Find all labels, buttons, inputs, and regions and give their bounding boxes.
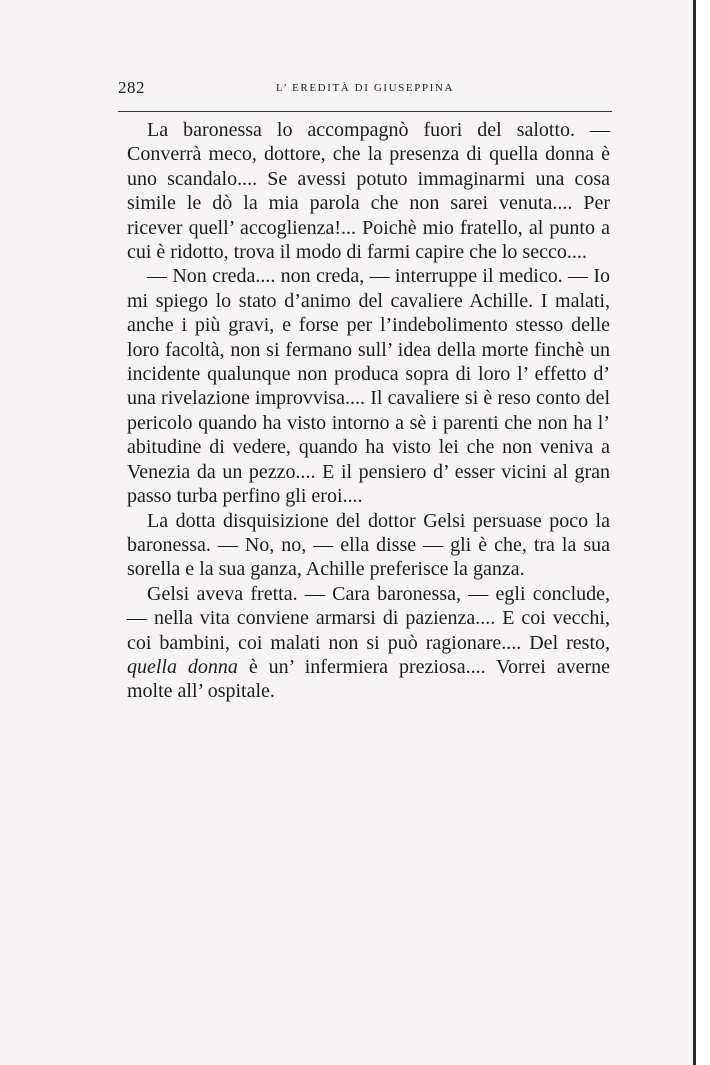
running-title: L’ EREDITÀ DI GIUSEPPINA bbox=[275, 82, 455, 94]
italic-phrase: quella donna bbox=[127, 655, 238, 678]
paragraph-4-before: Gelsi aveva fretta. — Cara baronessa, — egli conclude, — nella vita conviene armarsi di pazienza.... E coi vecchi, coi bambini, coi malati non si può ragionare.... Del resto, bbox=[127, 582, 610, 654]
paragraph-4-after: è un’ infermiera preziosa.... Vorrei averne molte all’ ospitale. bbox=[127, 655, 610, 703]
page-edge-line bbox=[693, 0, 696, 1065]
paragraph-1: La baronessa lo accompagnò fuori del salotto. — Converrà meco, dottore, che la presenza di quella donna è uno scandalo.... Se avessi potuto immaginarmi una cosa simile le dò la mia parola che non sarei venuta.... Per ricever quell’ accoglienza!... Poichè mio fratello, al punto a cui è ridotto, trova il modo di farmi capire che lo secco.... bbox=[127, 119, 610, 264]
page-number: 282 bbox=[118, 78, 145, 97]
paragraph-2: — Non creda.... non creda, — interruppe il medico. — Io mi spiego lo stato d’animo del cavaliere Achille. I malati, anche i più gravi, e forse per l’indebolimento stesso delle loro facoltà, non si fermano sull’ idea della morte finchè un incidente qualunque non produca sopra di loro l’ effetto d’ una rivelazione improvvisa.... Il cavaliere si è reso conto del pericolo quando ha visto intorno a sè i parenti che non ha l’ abitudine di vedere, quando ha visto lei che non veniva a Venezia da un pezzo.... E il pensiero d’ esser vicini al gran passo turba perfino gli eroi.... bbox=[127, 265, 610, 508]
header-rule bbox=[118, 111, 612, 112]
paragraph-4 bbox=[127, 582, 610, 704]
paragraph-3: La dotta disquisizione del dottor Gelsi persuase poco la baronessa. — No, no, — ella disse — gli è che, tra la sua sorella e la sua ganza, Achille preferisce la ganza. bbox=[127, 509, 610, 581]
page-edge-margin bbox=[696, 0, 710, 1065]
page-header bbox=[118, 74, 612, 102]
body-text bbox=[127, 118, 610, 704]
